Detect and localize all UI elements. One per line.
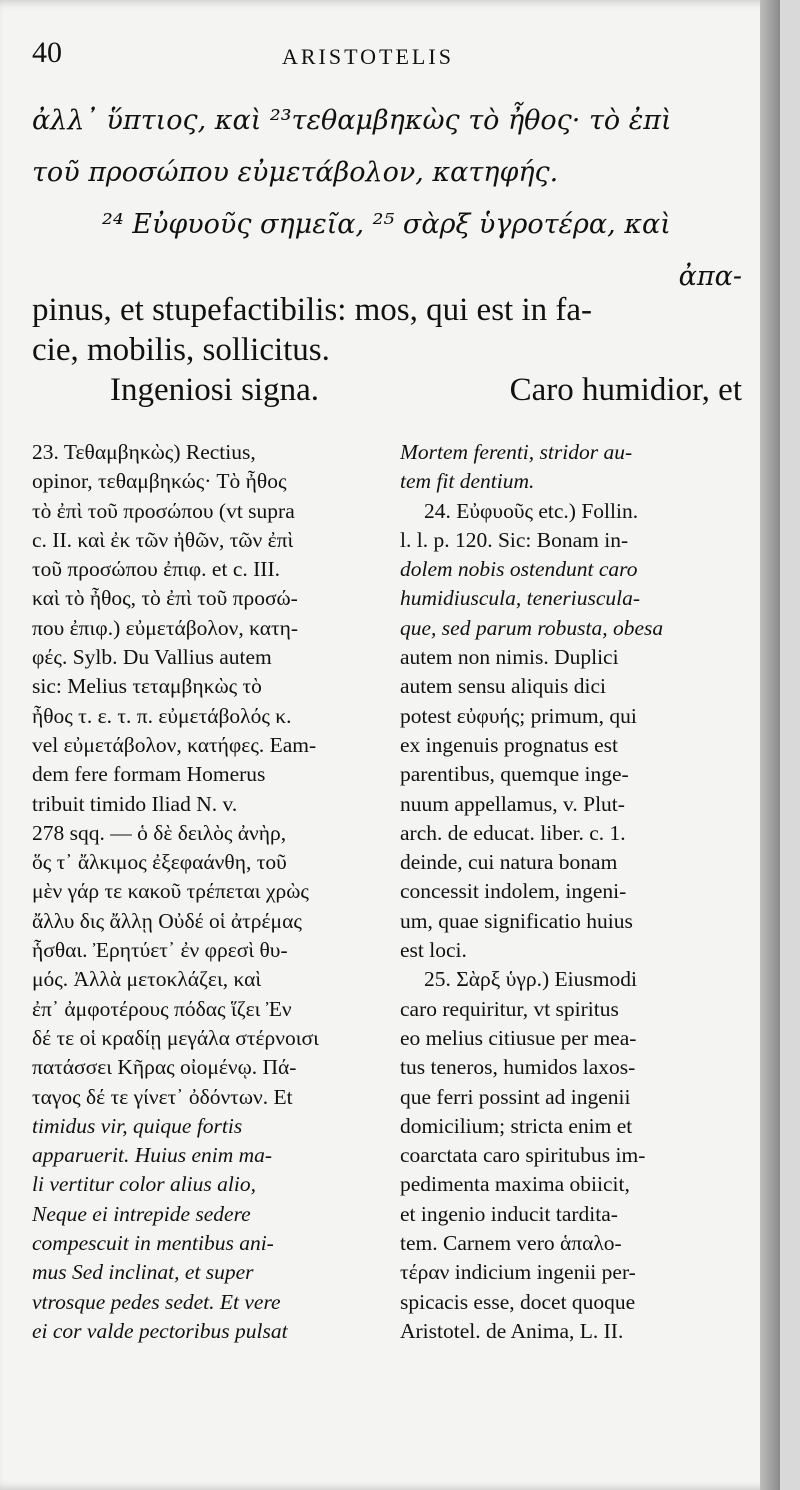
notes-right-column [400,438,755,1346]
note-line: c. II. καὶ ἐκ τῶν ἠθῶν, τῶν ἐπὶ [32,527,294,552]
page-number: 40 [32,36,62,69]
note-line: tribuit timido Iliad N. v. [32,791,238,816]
note-line: que ferri possint ad ingenii [400,1084,631,1109]
note-line: eo melius citiusue per mea- [400,1025,637,1050]
note-line: domicilium; stricta enim et [400,1113,633,1138]
note-line: καὶ τὸ ἦθος, τὸ ἐπὶ τοῦ προσώ- [32,586,298,611]
note-line: que, sed parum robusta, obesa [400,615,664,640]
note-line: sic: Melius τεταμβηκὼς τὸ [32,674,262,699]
note-line: tus teneros, humidos laxos- [400,1055,636,1080]
note-line: ei cor valde pectoribus pulsat [32,1318,288,1343]
note-line: 24. Εὐφυοῦς etc.) Follin. [424,498,639,523]
note-line: opinor, τεθαμβηκώς· Τὸ ἦθος [32,469,287,494]
note-line: deinde, cui natura bonam [400,850,618,875]
page-header [32,36,732,76]
note-line: τέραν indicium ingenii per- [400,1260,636,1285]
note-line: ὅς τ᾽ ἄλκιμος ἐξεφαάνθη, τοῦ [32,850,287,875]
note-line: timidus vir, quique fortis [32,1113,243,1138]
notes-left-column [32,438,387,1346]
note-line: mus Sed inclinat, et super [32,1260,254,1285]
note-line: tem fit dentium. [400,469,535,494]
note-line: ταγος δέ τε γίνετ᾽ ὀδόντων. Et [32,1084,293,1109]
greek-line: ἀλλ᾽ ὕπτιος, καὶ ²³τεθαμβηκὼς τὸ ἦθος· τὸ ἐπὶ [32,105,672,136]
note-line: ἦθος τ. ε. τ. π. εὐμετάβολός κ. [32,703,292,728]
note-line: vtrosque pedes sedet. Et vere [32,1289,281,1314]
note-line: ἧσθαι. Ἐρητύετ᾽ ἐν φρεσὶ θυ- [32,938,288,963]
greek-main-text [32,95,752,303]
greek-line: τοῦ προσώπου εὐμετάβολον, κατηφής. [32,157,559,188]
note-line: vel εὐμετάβολον, κατήφες. Eam- [32,732,317,757]
note-line: 23. Τεθαμβηκὼς) Rectius, [32,440,256,464]
note-line: pedimenta maxima obiicit, [400,1172,630,1197]
note-line: caro requiritur, vt spiritus [400,996,619,1021]
note-line: ἄλλυ δις ἄλλῃ Οὐδέ οἱ ἀτρέμας [32,908,302,933]
note-line: est loci. [400,938,467,963]
latin-line: pinus, et stupefactibilis: mos, qui est in fa- [32,292,593,328]
note-line: nuum appellamus, v. Plut- [400,791,625,816]
greek-line: ἀπα- [678,261,742,292]
note-line: που ἐπιφ.) εὐμετάβολον, κατη- [32,615,299,640]
page-edge-shadow [760,0,780,1490]
note-line: humidiuscula, teneriuscula- [400,586,641,611]
note-line: li vertitur color alius alio, [32,1172,256,1197]
note-line: Mortem ferenti, stridor au- [400,440,633,464]
latin-translation [32,290,752,410]
note-line: concessit indolem, ingeni- [400,879,627,904]
note-line: um, quae significatio huius [400,908,633,933]
note-line: et ingenio inducit tardita- [400,1201,618,1226]
note-line: τοῦ προσώπου ἐπιφ. et c. III. [32,557,280,582]
note-line: ex ingenuis prognatus est [400,732,618,757]
note-line: ἐπ᾽ ἀμφοτέρους πόδας ἵζει Ἐν [32,996,292,1021]
note-line: μός. Ἀλλὰ μετοκλάζει, καὶ [32,967,262,992]
note-line: parentibus, quemque inge- [400,762,629,787]
note-line: φές. Sylb. Du Vallius autem [32,645,272,670]
note-line: tem. Carnem vero ἁπαλο- [400,1231,622,1256]
note-line: δέ τε οἱ κραδίῃ μεγάλα στέρνοισι [32,1025,319,1050]
note-line: arch. de educat. liber. c. 1. [400,820,626,845]
note-line: Aristotel. de Anima, L. II. [400,1318,624,1343]
note-line: dolem nobis ostendunt caro [400,557,638,582]
greek-line: ²⁴ Εὐφυοῦς σημεῖα, ²⁵ σὰρξ ὑγροτέρα, καὶ [102,209,671,240]
note-line: dem fere formam Homerus [32,762,266,787]
note-line: spicacis esse, docet quoque [400,1289,636,1314]
note-line: l. l. p. 120. Sic: Bonam in- [400,527,629,552]
running-head: ARISTOTELIS [282,44,454,69]
note-line: τὸ ἐπὶ τοῦ προσώπου (vt supra [32,498,295,523]
note-line: potest εὐφυής; primum, qui [400,703,637,728]
note-line: 25. Σὰρξ ὑγρ.) Eiusmodi [424,967,637,992]
note-line: autem sensu aliquis dici [400,674,607,699]
latin-line-split [32,370,752,410]
note-line: 278 sqq. — ὁ δὲ δειλὸς ἀνὴρ, [32,820,287,845]
note-line: autem non nimis. Duplici [400,645,619,670]
note-line: apparuerit. Huius enim ma- [32,1143,273,1168]
note-line: coarctata caro spiritubus im- [400,1143,646,1168]
note-line: μὲν γάρ τε κακοῦ τρέπεται χρὼς [32,879,309,904]
note-line: compescuit in mentibus ani- [32,1231,274,1256]
note-line: πατάσσει Κῆρας οἰομένῳ. Πά- [32,1055,297,1080]
latin-heading-right: Caro humidior, et [509,372,742,408]
latin-line: cie, mobilis, sollicitus. [32,332,330,368]
note-line: Neque ei intrepide sedere [32,1201,251,1226]
latin-heading-left: Ingeniosi signa. [110,372,319,408]
